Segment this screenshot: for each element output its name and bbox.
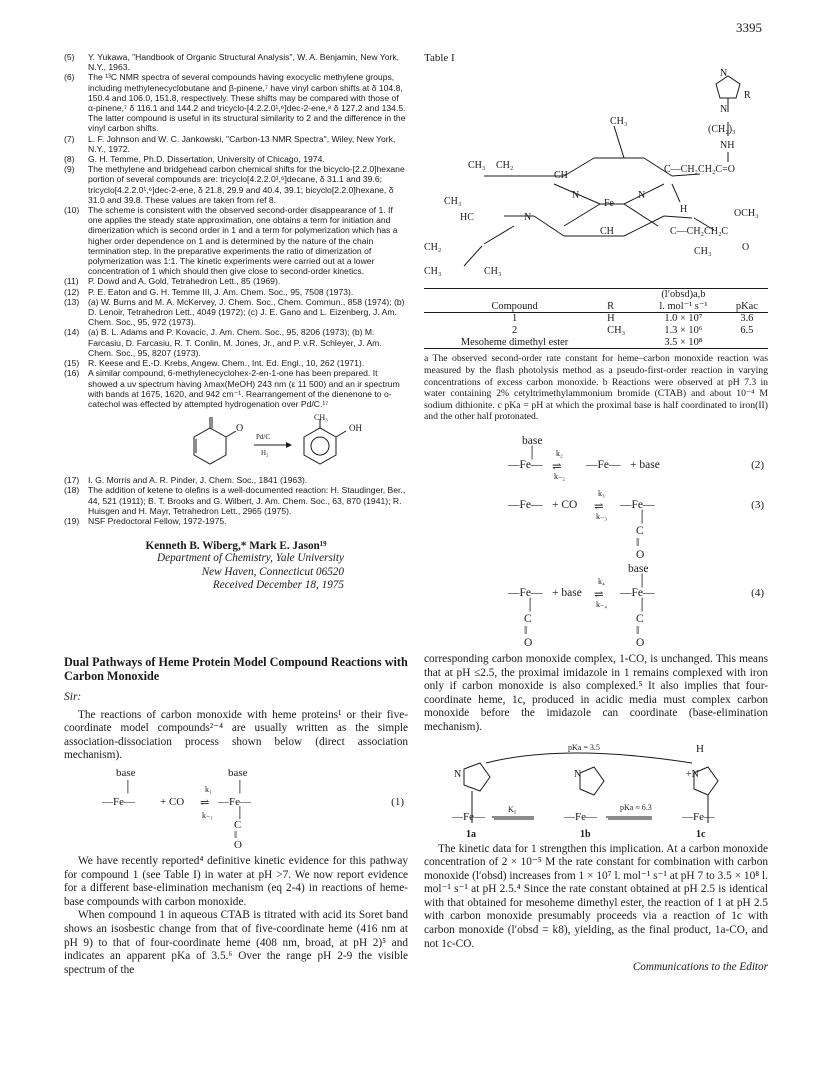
header-pka: pKac (726, 301, 768, 313)
header-units: l. mol⁻¹ s⁻¹ (641, 301, 726, 313)
reference-item (64, 297, 408, 328)
reference-list-bottom (64, 475, 408, 526)
pka-label-top: pKa = 3.5 (568, 742, 600, 752)
equilibrium-drawing (424, 743, 764, 843)
reference-number: (6) (64, 72, 75, 83)
catalyst-label: Pd/C (256, 433, 271, 442)
right-column (424, 52, 768, 973)
pka-label-bottom: pKa ≈ 6.3 (620, 802, 652, 812)
reference-number: (11) (64, 276, 79, 287)
reference-item (64, 72, 408, 133)
porphyrin-structure: N R N (CH₂)₃ NH CH₃ CH₃ CH₂ CH N Fe N C—CH₂CH₂C=O H CH₃ HC N CH C—CH₂CH₂C OCH₃ O CH₂ CH₃ CH₃ CH₃ (424, 66, 768, 286)
table-cell: 2 (511, 324, 518, 336)
equation-number-3: (3) (751, 498, 764, 511)
reference-item (64, 205, 408, 276)
reference-text: G. H. Temme, Ph.D. Dissertation, University of Chicago, 1974. (88, 154, 325, 165)
eq2-fe-left: —Fe— (508, 458, 543, 471)
paragraph-5: The kinetic data for 1 strengthen this implication. At a carbon monoxide concentration of 2 × 10⁻⁵ M the rate constant for combination with carbon monoxide (l′obsd) increases from 1 × 10⁷ l. mol⁻¹ s⁻¹ at pH 7 to 3.5 × 10⁸ l. mol⁻¹ s⁻¹ at pH 2.5.⁴ Since the rate constant obtained at pH 2.5 is identical with that obtained for mesoheme dimethyl ester, the reaction of 1 at pH 2.5 with carbon monoxide presumably proceeds via a reaction of 1c with carbon monoxide (l′obsd = k8), yielding, as the final product, 1a-CO, and not 1c-CO. (424, 842, 768, 950)
label-1b: 1b (580, 828, 591, 840)
paragraph-3: When compound 1 in aqueous CTAB is titrated with acid its Soret band shows an isosbestic change from that of five-coordinate heme (416 nm at pH 9) to that of four-coordinate heme (408 nm, broad, at pH 2)⁵ and indicates an apparent pKa of 3.5.⁶ Over the range pH 2-9 the visible spectrum of the (64, 909, 408, 976)
reference-number: (17) (64, 475, 80, 486)
label-1a: 1a (466, 828, 476, 840)
reference-item (64, 287, 408, 297)
reference-number: (13) (64, 296, 80, 307)
page-number: 3395 (736, 20, 762, 35)
fe-right: —Fe— (218, 796, 251, 808)
reference-list-top (64, 52, 408, 409)
reference-text: The scheme is consistent with the observed second-order disappearance of 1. If one applies the steady state approximation, one obtains a term for initiation and dimerization which is second order in 1 and a term for polymerization which has a higher order dependence on 1 and is determined by the nature of the chain termination step. In the preparative experiments the ratio of dimerization of polymerization was 1:1. The kinetic experiments were carried out at a lower concentration of 1 which should then give close to second-order kinetics. (88, 205, 398, 277)
reference-number: (16) (64, 368, 80, 379)
methyl-label: CH₃ (314, 413, 328, 423)
cyclohexenone-to-cresol-scheme (174, 415, 374, 471)
base-label: base (116, 767, 136, 779)
equation-1: base │ —Fe— + CO k₁ ⇌ k₋₁ base │ —Fe— │ C ‖ O (1) (102, 767, 404, 851)
equation-number-1: (1) (391, 796, 404, 808)
equations-2-4: base │ —Fe— k₂ ⇌ k₋₂ —Fe— + base (2) —Fe— + CO k₃ ⇌ k₋₃ —Fe— │ C ‖ O (3) base │ —Fe— + base k₄ ⇌ k₋₄ —Fe— │ C ‖ O │ C ‖ O (4) (508, 434, 764, 649)
hydrogen-label: H₂ (261, 449, 269, 458)
reference-text: The addition of ketene to olefins is a well-documented reaction: H. Staudinger, Ber., 44, 521 (1911); B. T. Brooks and G. Wilbert, J. Am. Chem. Soc., 63, 870 (1941); R. Huisgen and H. Mayr, Tetrahedron Lett., 2965 (1975). (88, 485, 406, 516)
reference-number: (12) (64, 286, 80, 297)
reference-text: R. Keese and E.-D. Krebs, Angew. Chem., Int. Ed. Engl., 10, 262 (1971). (88, 358, 365, 369)
fe-left: —Fe— (102, 796, 135, 808)
table-row (424, 337, 768, 349)
reference-number: (18) (64, 485, 80, 496)
reference-text: P. E. Eaton and G. H. Temme III, J. Am. Chem. Soc., 95, 7508 (1973). (88, 286, 354, 297)
heme-structure-drawing (424, 66, 768, 286)
paragraph-4: corresponding carbon monoxide complex, 1-CO, is unchanged. This means that at pH ≤2.5, the proximal imidazole in 1 remains complexed with iron only if carbon monoxide is also complexed.⁵ It also implies that four-coordinate heme, 1c, produced in acidic media must complex carbon monoxide before the imidazole can coordinate (base-elimination mechanism). (424, 652, 768, 733)
svg-text:O: O (236, 423, 244, 435)
reference-number: (9) (64, 164, 75, 175)
reference-item (64, 276, 408, 286)
reference-text: (a) B. L. Adams and P. Kovacic, J. Am. Chem. Soc., 95, 8206 (1973); (b) M. Farcasiu, D. Farcasiu, R. T. Conlin, M. Jones, Jr., and P. v.R. Schleyer, J. Am. Chem. Soc., 95, 8207 (1973). (88, 327, 382, 358)
table-row (424, 313, 768, 325)
reference-text: NSF Predoctoral Fellow, 1972-1975. (88, 515, 227, 526)
equilibrium-scheme: pKa = 3.5 H N N +N K₅ pKa ≈ 6.3 —Fe— —Fe— —Fe— 1a 1b 1c (424, 743, 768, 843)
header-r: R (605, 301, 641, 313)
salutation: Sir: (64, 690, 82, 703)
reference-text: The methylene and bridgehead carbon chemical shifts for the bicyclo-[2.2.0]hexane portion of several compounds are: tricyclo[4.2.2.0¹,⁶]decane, δ 31.1 and 39.6; tricyclo[4.2.2.0¹,⁶]dec-2-ene, δ 21.8, 29.9 and 40.4, 39.1; bicyclo[2.2.0]hexane, δ 31.0 and 39.8. These values are taken from ref 8. (88, 164, 405, 205)
table-cell: 3.5 × 10⁸ (641, 337, 726, 349)
reference-text: L. F. Johnson and W. C. Jankowski, "Carbon-13 NMR Spectra", Wiley, New York, N.Y., 1972. (88, 133, 396, 154)
table-cell: Mesoheme dimethyl ester (424, 337, 605, 349)
reference-item (64, 475, 408, 485)
reference-number: (10) (64, 205, 80, 216)
table-cell: 3.6 (740, 313, 754, 324)
reference-text: (a) W. Burns and M. A. McKervey, J. Chem. Soc., Chem. Commun., 858 (1974); (b) D. Lenoir, Tetrahedron Lett., 4049 (1972); (c) J. E. Gano and L. Eizenberg, J. Am. Chem. Soc., 95, 972 (1973). (88, 296, 405, 328)
reference-item (64, 327, 408, 358)
header-kobsd: (l′obsd)a,b (661, 289, 706, 300)
rate-constant-table (424, 288, 768, 349)
department: Department of Chemistry, Yale University (157, 552, 344, 565)
header-compound: Compound (424, 301, 605, 313)
table-cell: H (607, 313, 615, 324)
reference-number: (8) (64, 154, 75, 165)
reference-item (64, 358, 408, 368)
reference-number: (15) (64, 358, 80, 369)
table-cell: 1.0 × 10⁷ (664, 313, 703, 324)
table-cell: 6.5 (740, 324, 754, 336)
reference-item (64, 516, 408, 526)
reference-number: (19) (64, 515, 80, 526)
reference-item (64, 485, 408, 516)
label-1c: 1c (696, 828, 706, 840)
table-cell: CH₃ (607, 324, 626, 336)
reference-item (64, 154, 408, 164)
plus-co: + CO (160, 796, 185, 808)
equation-number-4: (4) (751, 586, 764, 599)
table-row (424, 325, 768, 337)
reference-item (64, 368, 408, 409)
city: New Haven, Connecticut 06520 (201, 565, 344, 578)
reference-text: P. Dowd and A. Gold, Tetrahedron Lett., 85 (1969). (88, 276, 281, 287)
table-cell (726, 337, 768, 349)
table-cell: 1.3 × 10⁶ (664, 324, 703, 336)
hydroxyl-label: OH (349, 423, 362, 434)
table-footnote: a The observed second-order rate constant for heme–carbon monoxide reaction was measured by the flash photolysis method as a pseudo-first-order reaction in varying concentrations of excess carbon monoxide. b Reactions were observed at pH 7.3 in water containing 2% cetyltrimethylammonium bromide (CTAB) and about 10⁻⁴ M sodium dithionite. c pKa = pH at which the proximal base is half coordinated to iron(II) and the other half protonated. (424, 353, 768, 423)
reference-text: I. G. Morris and A. R. Pinder, J. Chem. Soc., 1841 (1963). (88, 475, 308, 486)
reference-16-scheme (64, 415, 408, 471)
table-cell (605, 337, 641, 349)
reference-item (64, 134, 408, 154)
reference-item (64, 52, 408, 72)
reference-number: (5) (64, 52, 75, 62)
left-column (64, 52, 408, 977)
affiliation-block (64, 552, 408, 593)
reference-text: Y. Yukawa, "Handbook of Organic Structural Analysis", W. A. Benjamin, New York, N.Y., 1963. (88, 52, 400, 73)
reference-item (64, 164, 408, 205)
received-date: Received December 18, 1975 (212, 579, 344, 592)
article-title: Dual Pathways of Heme Protein Model Compound Reactions with Carbon Monoxide (64, 654, 408, 683)
equation-number-2: (2) (751, 458, 764, 471)
reference-text: A similar compound, 6-methylenecyclohex-2-en-1-one has been prepared. It showed a uv spectrum having λmax(MeOH) 243 nm (ε 11 500) and an ir spectrum with bands at 1675, 1620, and 942 cm⁻¹. Rearrangement of the dienenone to o-catechol was effected by attempted hydrogenation over Pd/C.¹⁷ (88, 368, 400, 409)
reference-number: (14) (64, 327, 80, 338)
reference-text: The ¹³C NMR spectra of several compounds having exocyclic methylene groups, including methylenecyclobutane and β-pinene,⁷ have vinyl carbon shifts at δ 104.8, 150.4 and 106.0, 151.8, respectively. These shifts may be compared with those of α-pinene,⁷ δ 116.1 and 144.2 and tricyclo-[4.2.2.0¹,⁶]dec-2-ene,⁸ δ 127.2 and 134.5. The latter compound is useful in its structural similarity to 2 and the difference in the vinyl carbon shifts. (88, 72, 406, 134)
author-line: Kenneth B. Wiberg,* Mark E. Jason¹⁹ (145, 540, 327, 553)
paragraph-1: The reactions of carbon monoxide with heme proteins¹ or their five-coordinate model compounds²⁻⁴ are usually written as the simple association-dissociation process shown below (direct association mechanism). (64, 708, 408, 762)
table-label: Table I (424, 52, 455, 64)
section-footer: Communications to the Editor (632, 961, 768, 974)
reference-number: (7) (64, 133, 75, 144)
paragraph-2: We have recently reported⁴ definitive kinetic evidence for this pathway for compound 1 (see Table I) in water at pH >7. We now report evidence for a different base-elimination mechanism (eq 2-4) in reactions of heme-base compounds with carbon monoxide. (64, 855, 408, 908)
table-cell: 1 (511, 313, 518, 324)
